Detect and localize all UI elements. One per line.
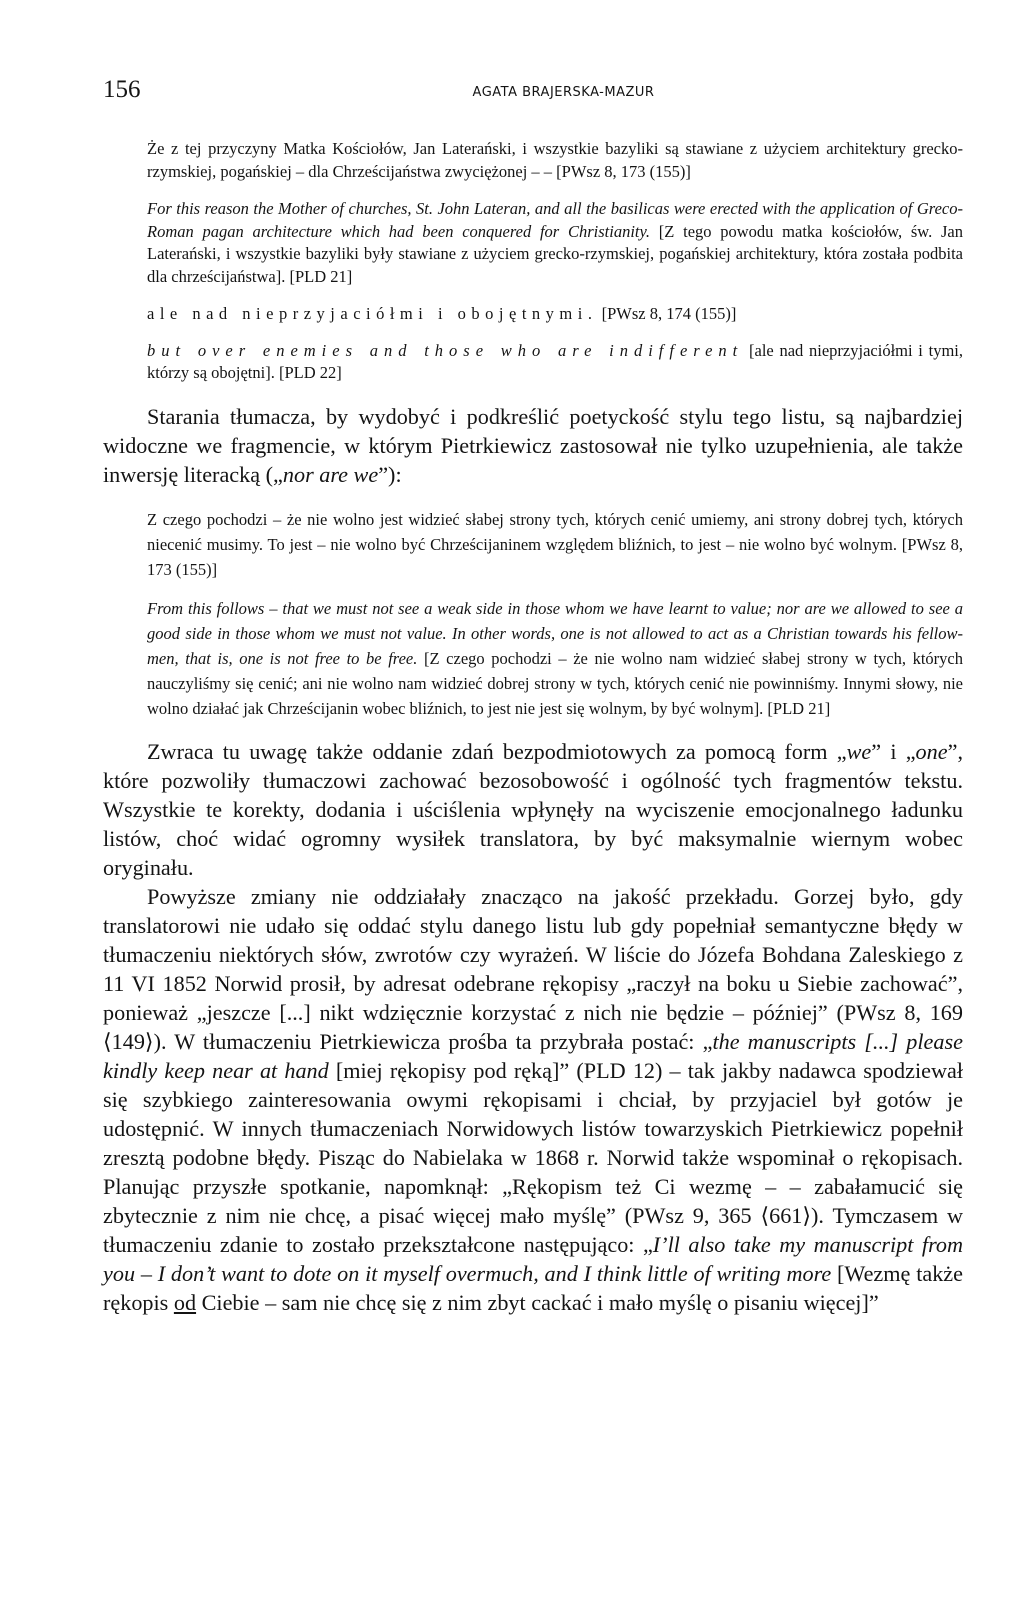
quote-polish xyxy=(147,303,963,326)
page-header xyxy=(103,76,964,106)
paragraph-text: Zwraca tu uwagę także oddanie zdań bezpodmiotowych za pomocą form „ xyxy=(147,738,847,764)
quote-text: których niecenić musimy. To jest – nie wolno być Chrześcijaninem względem bliźnich, to jest – nie wolno być wolnym. [PWsz 8, 173 (155)] xyxy=(147,509,964,579)
quote-english-spaced: but over enemies and those who are indifferent xyxy=(147,340,744,360)
paragraph-text: Ciebie – sam nie chcę się z nim zbyt cackać i mało myślę o pisaniu więcej]” xyxy=(196,1289,879,1315)
block-quote-1 xyxy=(147,138,963,288)
paragraph-text: [Wezmę także rękopis xyxy=(103,1260,963,1315)
block-quote-2 xyxy=(147,303,963,385)
paragraph-text: ”, które pozwoliły tłumaczowi zachować bezosobowość i ogólność tych fragmentów tekstu. Wszystkie te korekty, dodania i uściślenia wpłynęły na wyciszenie emocjonalnego ładunku listów, choć widać ogromny wysiłek translatora, by być maksymalnie wiernym wobec oryginału. xyxy=(103,738,963,880)
quote-english-bracket: [Z tego powodu matka kościołów, św. Jan Laterański, i wszystkie bazyliki były stawiane z użyciem grecko-rzymskiej, pogańskiej architektury, która została podbita dla chrześcijaństwa]. [PLD 21] xyxy=(147,221,964,286)
paragraph-text: Starania tłumacza, by wydobyć i podkreślić poetyckość stylu tego listu, są najbardziej widoczne we fragmencie, w którym Pietrkiewicz zastosował nie tylko uzupełnienia, ale także inwersję literacką („ xyxy=(103,403,963,487)
paragraph-italic: nor are we xyxy=(282,461,379,487)
page-content xyxy=(103,138,963,1317)
paragraph-italic: I’ll also take my manuscript from you – I don’t want to dote on it myself overmuch, and I think little of writing more xyxy=(103,1231,963,1286)
quote-text: strony tych, których cenić umiemy, ani xyxy=(503,509,780,529)
paragraph-text: ” i „ xyxy=(871,738,916,764)
quote-english xyxy=(147,596,963,721)
quote-english-italic: For this reason the Mother of churches, St. John Lateran, and all the basilicas were erected with the application of Greco-Roman pagan architecture which had been conquered for Christianity. xyxy=(147,199,963,241)
quote-spaced: słabej xyxy=(465,509,504,529)
quote-polish-ref: [PWsz 8, 174 (155)] xyxy=(597,304,737,323)
block-quote-3 xyxy=(147,507,963,721)
quote-english xyxy=(147,198,963,288)
paragraph-1 xyxy=(103,402,963,489)
paragraph-text: Powyższe zmiany nie oddziałały znacząco na jakość przekładu. Gorzej było, gdy translatorowi nie udało się oddać stylu danego listu lub gdy popełniał semantyczne błędy w tłumaczeniu niektórych słów, zwrotów czy wyrażeń. W liście do Józefa Bohdana Zaleskiego z 11 VI 1852 Norwid prosił, by adresat odebrane rękopisy „raczył na boku u Siebie zachować”, ponieważ „jeszcze [...] nikt wdzięcznie korzystać z nich nie będzie – później” (PWsz 8, 169 ⟨149⟩). W tłumaczeniu Pietrkiewicza prośba ta przybrała postać: „ xyxy=(103,883,963,1054)
quote-english-bracket: [ale nad nieprzyjaciółmi i tymi, którzy są obojętni]. [PLD 22] xyxy=(147,340,964,382)
page-number: 156 xyxy=(103,76,141,103)
paragraph-underlined: od xyxy=(173,1289,197,1315)
quote-english xyxy=(147,340,963,385)
paragraph-2 xyxy=(103,737,963,882)
paragraph-text: [miej rękopisy pod ręką]” (PLD 12) – tak jakby nadawca spodziewał się szybkiego zainteresowania owymi rękopisami i chciał, by przyjaciel był gotów je udostępnić. W innych tłumaczeniach Norwidowych listów towarzyskich Pietrkiewicz popełnił zresztą podobne błędy. Pisząc do Nabielaka w 1868 r. Norwid także wspominał o rękopisach. Planując przyszłe spotkanie, napomknął: „Rękopism też Ci wezmę – – zabałamucić się zbytecznie z nim nie chcę, a pisać więcej mało myślę” (PWsz 9, 365 ⟨661⟩). Tymczasem w tłumaczeniu zdanie to zostało przekształcone następująco: „ xyxy=(103,1057,964,1257)
quote-spaced: strony dobrej tych, xyxy=(779,509,907,529)
quote-text: Z czego pochodzi – że nie wolno jest widzieć xyxy=(147,509,466,529)
quote-polish-spaced: ale nad nieprzyjaciółmi i obojętnymi. xyxy=(147,304,598,323)
quote-polish: Że z tej przyczyny Matka Kościołów, Jan Laterański, i wszystkie bazyliki są stawiane z użyciem architektury grecko-rzymskiej, pogańskiej – dla Chrześcijaństwa zwyciężonej – – [PWsz 8, 173 (155)] xyxy=(147,139,963,181)
quote-english-bracket: [Z czego pochodzi – że nie wolno nam widzieć słabej strony w tych, których nauczyliśmy się cenić; ani nie wolno nam widzieć dobrej strony w tych, których cenić nie powinniśmy. Innymi słowy, nie wolno działać jak Chrześcijanin wobec bliźnich, to jest nie jest się wolnym, by być wolnym]. [PLD 21] xyxy=(147,648,963,718)
quote-polish xyxy=(147,507,963,582)
paragraph-text: ”): xyxy=(378,461,402,487)
paragraph-italic: the manuscripts [...] please kindly keep near at hand xyxy=(103,1028,963,1083)
quote-english-italic: From this follows – that we must not see a weak side in those whom we have learnt to value; nor are we allowed to see a good side in those whom we must not value. In other words, one is not allowed to act as a Christian towards his fellow-men, that is, one is not free to be free. xyxy=(147,598,963,668)
paragraph-italic: one xyxy=(915,738,948,764)
paragraph-italic: we xyxy=(846,738,872,764)
running-head: AGATA BRAJERSKA-MAZUR xyxy=(472,85,655,100)
paragraph-3 xyxy=(103,882,963,1317)
